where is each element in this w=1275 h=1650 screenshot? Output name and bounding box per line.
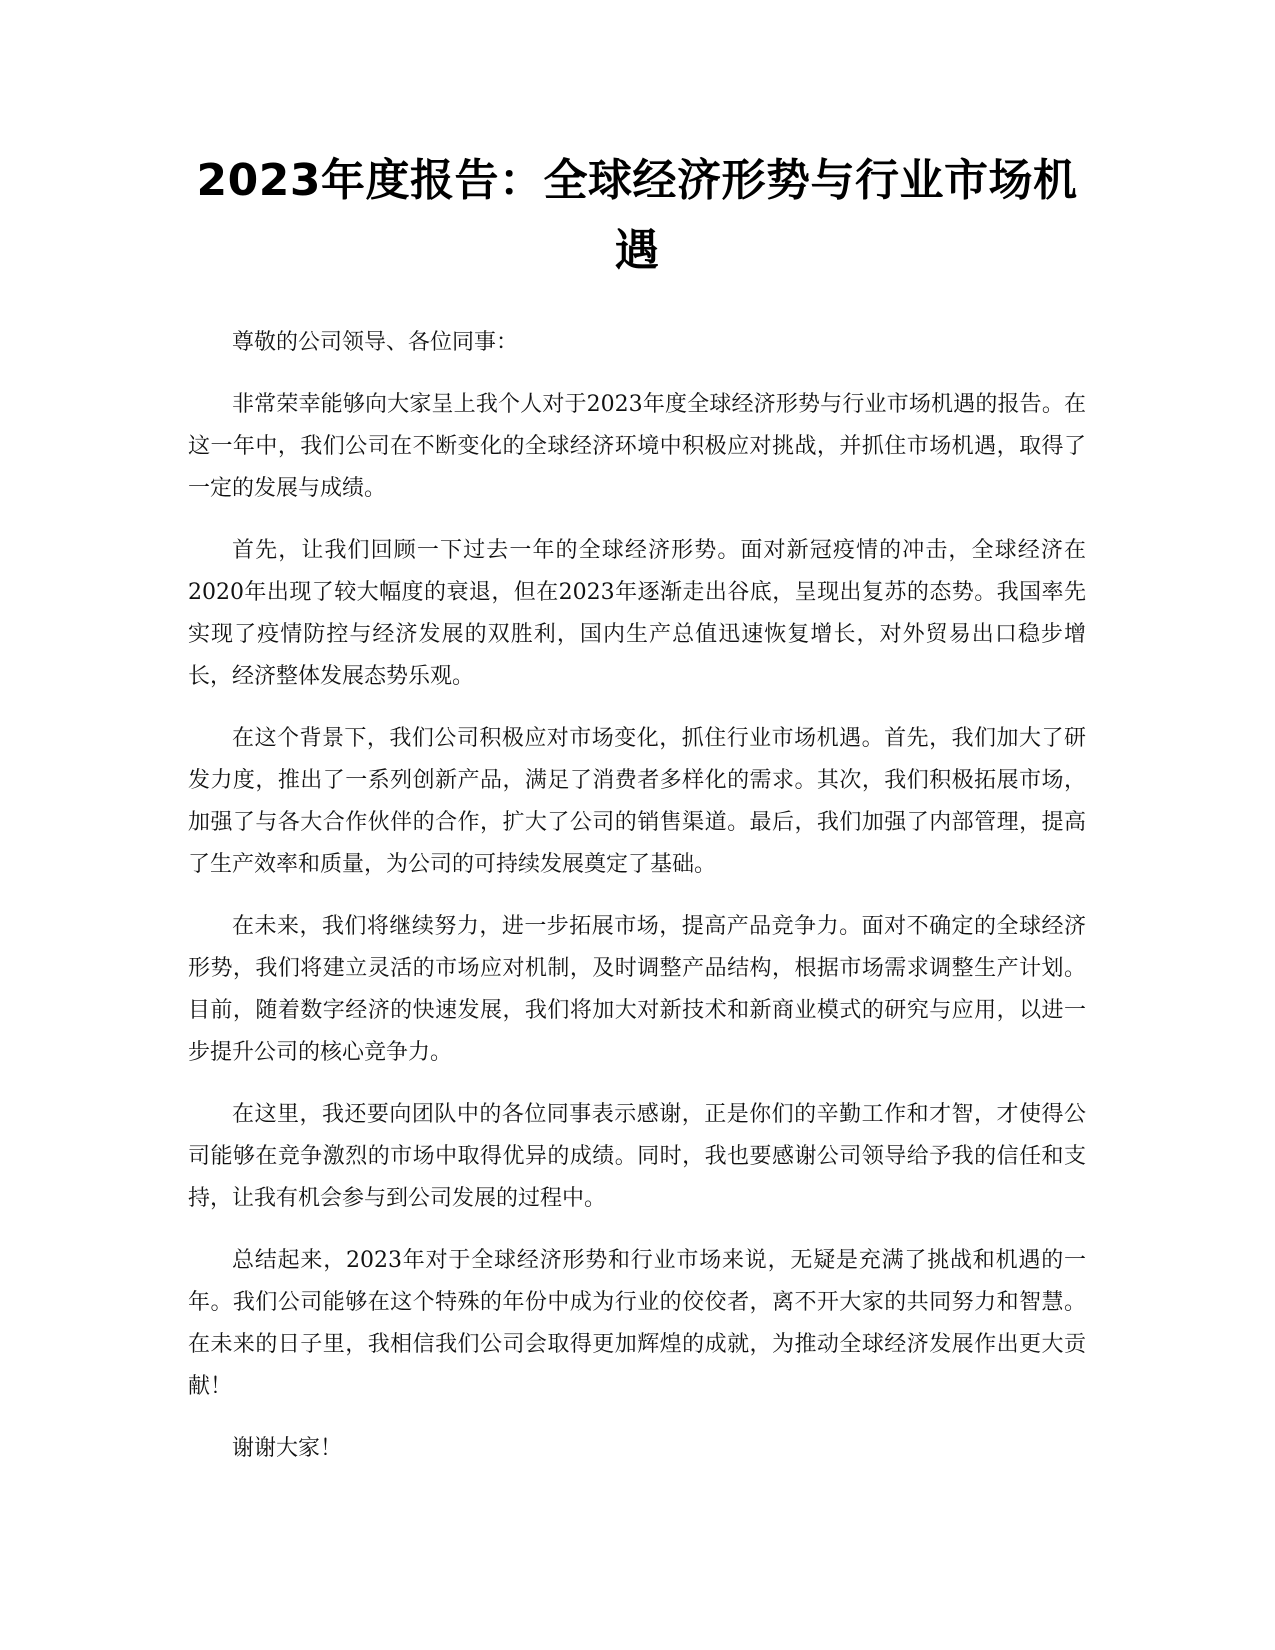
body-paragraph-3: 在这个背景下，我们公司积极应对市场变化，抓住行业市场机遇。首先，我们加大了研发力度，推出了一系列创新产品，满足了消费者多样化的需求。其次，我们积极拓展市场，加强了与各大合作伙伴的合作，扩大了公司的销售渠道。最后，我们加强了内部管理，提高了生产效率和质量，为公司的可持续发展奠定了基础。 [188, 726, 1086, 877]
salutation: 尊敬的公司领导、各位同事： [232, 330, 519, 355]
body-paragraph-5: 在这里，我还要向团队中的各位同事表示感谢，正是你们的辛勤工作和才智，才使得公司能够在竞争激烈的市场中取得优异的成绩。同时，我也要感谢公司领导给予我的信任和支持，让我有机会参与到公司发展的过程中。 [188, 1102, 1086, 1211]
document-body [188, 322, 1086, 1490]
body-paragraph-1: 非常荣幸能够向大家呈上我个人对于2023年度全球经济形势与行业市场机遇的报告。在这一年中，我们公司在不断变化的全球经济环境中积极应对挑战，并抓住市场机遇，取得了一定的发展与成绩。 [188, 392, 1086, 501]
document-title: 2023年度报告：全球经济形势与行业市场机遇 [196, 155, 1078, 276]
body-paragraph-2: 首先，让我们回顾一下过去一年的全球经济形势。面对新冠疫情的冲击，全球经济在2020年出现了较大幅度的衰退，但在2023年逐渐走出谷底，呈现出复苏的态势。我国率先实现了疫情防控与经济发展的双胜利，国内生产总值迅速恢复增长，对外贸易出口稳步增长，经济整体发展态势乐观。 [188, 538, 1086, 689]
body-paragraph-4: 在未来，我们将继续努力，进一步拓展市场，提高产品竞争力。面对不确定的全球经济形势，我们将建立灵活的市场应对机制，及时调整产品结构，根据市场需求调整生产计划。目前，随着数字经济的快速发展，我们将加大对新技术和新商业模式的研究与应用，以进一步提升公司的核心竞争力。 [188, 914, 1086, 1065]
closing-line: 谢谢大家！ [232, 1436, 343, 1461]
body-paragraph-6: 总结起来，2023年对于全球经济形势和行业市场来说，无疑是充满了挑战和机遇的一年。我们公司能够在这个特殊的年份中成为行业的佼佼者，离不开大家的共同努力和智慧。在未来的日子里，我相信我们公司会取得更加辉煌的成就，为推动全球经济发展作出更大贡献！ [188, 1248, 1086, 1399]
